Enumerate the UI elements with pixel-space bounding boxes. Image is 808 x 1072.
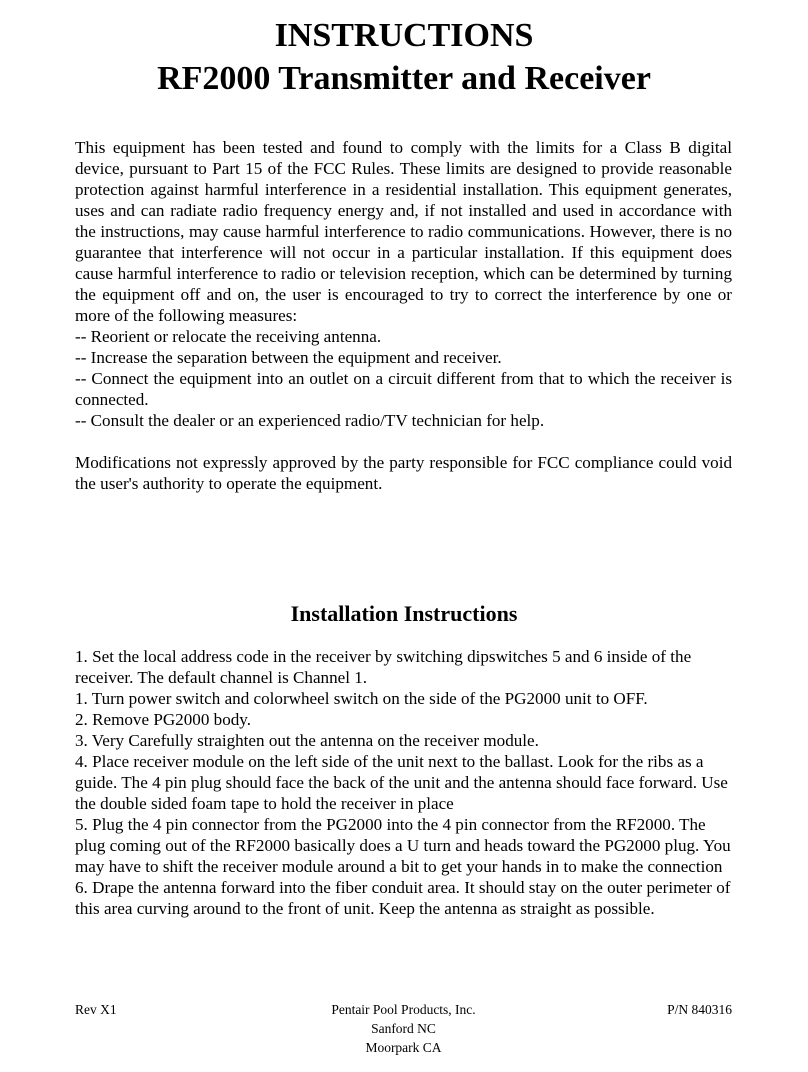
title-line-2: RF2000 Transmitter and Receiver: [157, 60, 651, 97]
fcc-notice: [75, 137, 732, 494]
installation-step: 6. Drape the antenna forward into the fiber conduit area. It should stay on the outer perimeter of this area curving around to the front of unit. Keep the antenna as straight as possible.: [75, 878, 731, 918]
installation-step: 5. Plug the 4 pin connector from the PG2000 into the 4 pin connector from the RF2000. The plug coming out of the RF2000 basically does a U turn and heads toward the PG2000 plug. You may have to shift the receiver module around a bit to get your hands in to make the connection: [75, 815, 731, 876]
fcc-measure: -- Reorient or relocate the receiving antenna.: [75, 327, 382, 346]
revision-label: Rev X1: [75, 1002, 117, 1017]
company-location-1: Sanford NC: [371, 1021, 436, 1036]
fcc-measure: -- Connect the equipment into an outlet on a circuit different from that to which the receiver is connected.: [75, 369, 732, 409]
part-number: P/N 840316: [667, 1002, 732, 1017]
installation-heading: Installation Instructions: [290, 601, 518, 626]
company-location-2: Moorpark CA: [365, 1040, 442, 1055]
installation-step: 2. Remove PG2000 body.: [75, 710, 251, 729]
fcc-measure: -- Increase the separation between the equipment and receiver.: [75, 348, 502, 367]
company-name: Pentair Pool Products, Inc.: [331, 1002, 476, 1017]
installation-step: 4. Place receiver module on the left side of the unit next to the ballast. Look for the ribs as a guide. The 4 pin plug should face the back of the unit and the antenna should face forward. Use the double sided foam tape to hold the receiver in place: [75, 752, 728, 813]
installation-step: 3. Very Carefully straighten out the antenna on the receiver module.: [75, 731, 539, 750]
company-block: [75, 1000, 732, 1057]
installation-step: 1. Turn power switch and colorwheel switch on the side of the PG2000 unit to OFF.: [75, 689, 648, 708]
installation-step: 1. Set the local address code in the receiver by switching dipswitches 5 and 6 inside of the receiver. The default channel is Channel 1.: [75, 647, 692, 687]
modifications-notice: Modifications not expressly approved by the party responsible for FCC compliance could void the user's authority to operate the equipment.: [75, 453, 732, 493]
title-line-1: INSTRUCTIONS: [274, 17, 534, 54]
document-title: [0, 14, 808, 100]
fcc-measure: -- Consult the dealer or an experienced radio/TV technician for help.: [75, 411, 545, 430]
fcc-paragraph: This equipment has been tested and found to comply with the limits for a Class B digital device, pursuant to Part 15 of the FCC Rules. These limits are designed to provide reasonable protection against harmful interference in a residential installation. This equipment generates, uses and can radiate radio frequency energy and, if not installed and used in accordance with the instructions, may cause harmful interference to radio communications. However, there is no guarantee that interference will not occur in a particular installation. If this equipment does cause harmful interference to radio or television reception, which can be determined by turning the equipment off and on, the user is encouraged to try to correct the interference by one or more of the following measures:: [75, 138, 732, 325]
installation-steps: [75, 646, 735, 919]
